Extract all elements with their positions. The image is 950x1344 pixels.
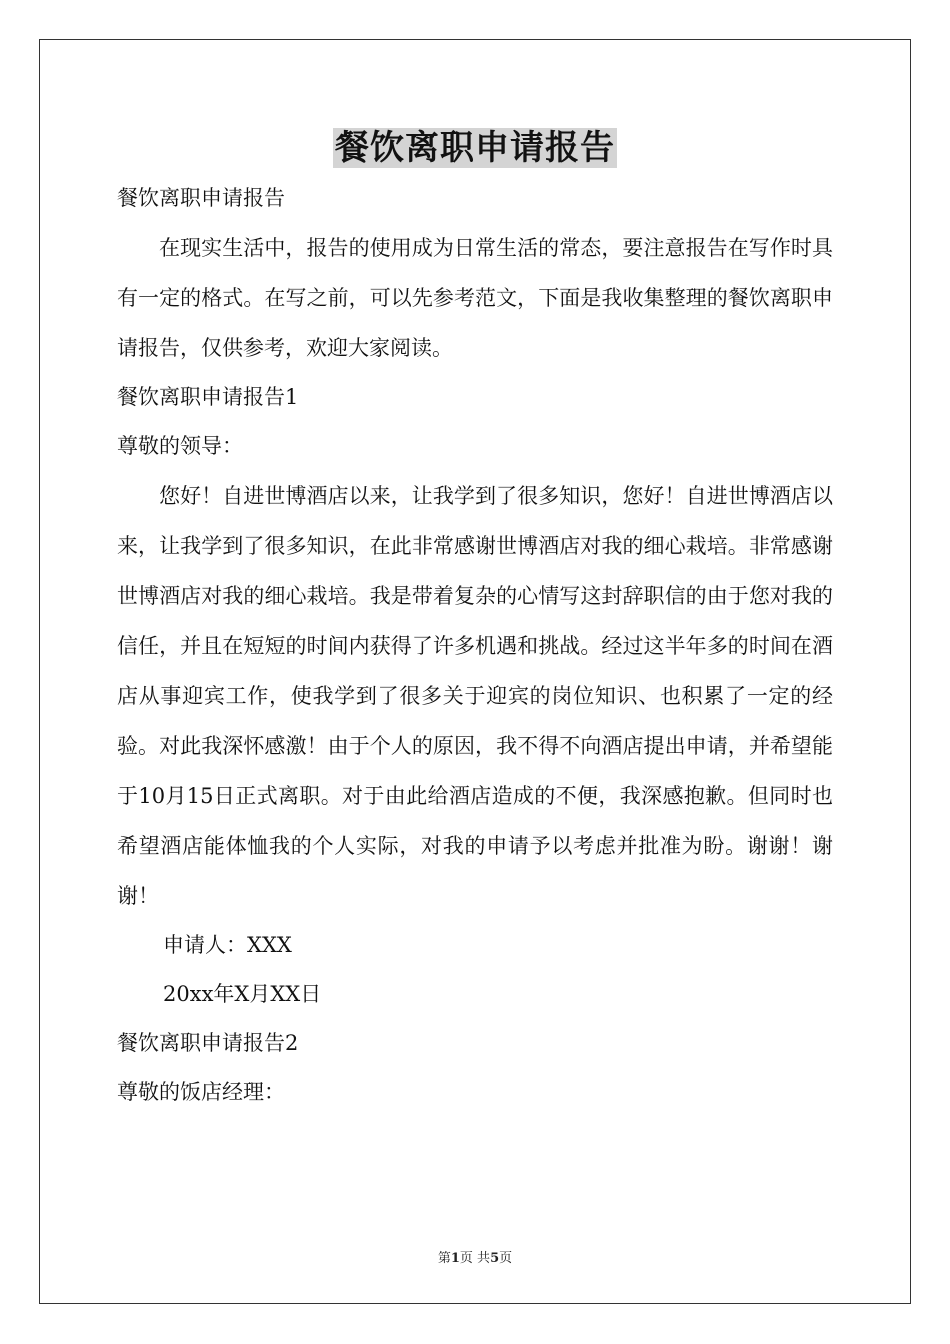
- title-container: [0, 128, 950, 168]
- subtitle: 餐饮离职申请报告: [117, 186, 285, 210]
- footer-page-suffix: 页: [499, 1251, 513, 1266]
- document-body: [117, 174, 833, 1117]
- page-footer: [0, 1247, 950, 1266]
- intro-paragraph: 在现实生活中，报告的使用成为日常生活的常态，要注意报告在写作时具有一定的格式。在写之前，可以先参考范文，下面是我收集整理的餐饮离职申请报告，仅供参考，欢迎大家阅读。: [117, 236, 833, 360]
- footer-page-number: 1: [450, 1251, 460, 1266]
- footer-page-prefix: 第: [437, 1251, 451, 1266]
- applicant-line: 申请人：XXX: [163, 933, 292, 957]
- report1-salutation: 尊敬的领导：: [117, 434, 243, 458]
- footer-page-mid: 页 共: [459, 1251, 491, 1266]
- report1-heading: 餐饮离职申请报告1: [117, 385, 299, 409]
- report2-heading: 餐饮离职申请报告2: [117, 1031, 299, 1055]
- date-line: 20xx年X月XX日: [163, 982, 322, 1006]
- document-title: 餐饮离职申请报告: [335, 128, 615, 168]
- footer-page-total: 5: [490, 1251, 500, 1266]
- report1-body-paragraph: 您好！自进世博酒店以来，让我学到了很多知识，您好！自进世博酒店以来，让我学到了很多知识，在此非常感谢世博酒店对我的细心栽培。非常感谢世博酒店对我的细心栽培。我是带着复杂的心情写这封辞职信的由于您对我的信任，并且在短短的时间内获得了许多机遇和挑战。经过这半年多的时间在酒店从事迎宾工作，使我学到了很多关于迎宾的岗位知识、也积累了一定的经验。对此我深怀感激！由于个人的原因，我不得不向酒店提出申请，并希望能于10月15日正式离职。对于由此给酒店造成的不便，我深感抱歉。但同时也希望酒店能体恤我的个人实际，对我的申请予以考虑并批准为盼。谢谢！谢谢！: [117, 484, 833, 908]
- report2-salutation: 尊敬的饭店经理：: [117, 1080, 285, 1104]
